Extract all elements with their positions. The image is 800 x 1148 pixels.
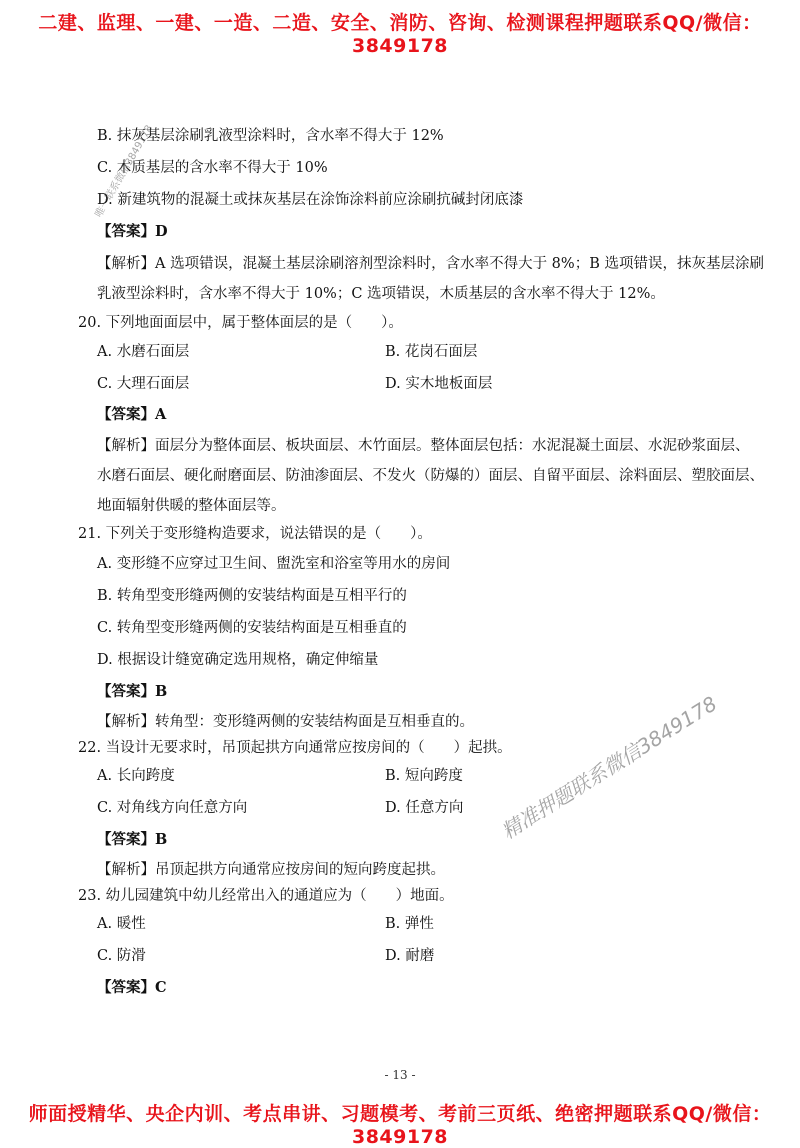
q19-option-c: C. 木质基层的含水率不得大于 10% (97, 160, 328, 176)
page-number: - 13 - (384, 1068, 416, 1082)
q20-stem: 20. 下列地面面层中，属于整体面层的是（ ）。 (78, 315, 403, 331)
q22-option-d: D. 任意方向 (385, 800, 464, 816)
q19-analysis-line1: 【解析】A 选项错误，混凝土基层涂刷溶剂型涂料时，含水率不得大于 8%；B 选项错误，抹灰基层涂刷 (97, 256, 764, 272)
top-banner: 二建、监理、一建、一造、二造、安全、消防、咨询、检测课程押题联系QQ/微信：3849178 (38, 12, 762, 57)
q20-analysis-line1: 【解析】面层分为整体面层、板块面层、木竹面层。整体面层包括：水泥混凝土面层、水泥砂浆面层、 (97, 438, 750, 454)
q22-answer: 【答案】B (97, 831, 168, 848)
q23-answer: 【答案】C (97, 979, 167, 996)
q23-option-c: C. 防滑 (97, 948, 146, 964)
q21-option-c: C. 转角型变形缝两侧的安装结构面是互相垂直的 (97, 620, 407, 636)
q20-analysis-line3: 地面辐射供暖的整体面层等。 (97, 498, 286, 514)
q23-option-b: B. 弹性 (385, 916, 434, 932)
q20-option-a: A. 水磨石面层 (97, 344, 190, 360)
q19-option-b: B. 抹灰基层涂刷乳液型涂料时，含水率不得大于 12% (97, 128, 444, 144)
q20-option-c: C. 大理石面层 (97, 376, 190, 392)
bottom-banner: 师面授精华、央企内训、考点串讲、习题模考、考前三页纸、绝密押题联系QQ/微信：3849178 (28, 1103, 772, 1148)
q20-analysis-line2: 水磨石面层、硬化耐磨面层、防油渗面层、不发火（防爆的）面层、自留平面层、涂料面层、塑胶面层、 (97, 468, 764, 484)
q23-option-a: A. 暖性 (97, 916, 146, 932)
q23-stem: 23. 幼儿园建筑中幼儿经常出入的通道应为（ ）地面。 (78, 888, 454, 904)
q22-option-c: C. 对角线方向任意方向 (97, 800, 248, 816)
q19-answer: 【答案】D (97, 223, 168, 240)
q21-answer: 【答案】B (97, 683, 168, 700)
watermark-small: 唯一联系微信3849178 (93, 123, 156, 220)
q21-option-d: D. 根据设计缝宽确定选用规格，确定伸缩量 (97, 652, 379, 668)
q20-option-b: B. 花岗石面层 (385, 344, 478, 360)
q19-analysis-line2: 乳液型涂料时，含水率不得大于 10%；C 选项错误，木质基层的含水率不得大于 12%。 (97, 286, 665, 302)
q22-stem: 22. 当设计无要求时，吊顶起拱方向通常应按房间的（ ）起拱。 (78, 740, 512, 756)
q22-analysis: 【解析】吊顶起拱方向通常应按房间的短向跨度起拱。 (97, 862, 445, 878)
q21-option-b: B. 转角型变形缝两侧的安装结构面是互相平行的 (97, 588, 407, 604)
q21-analysis: 【解析】转角型：变形缝两侧的安装结构面是互相垂直的。 (97, 714, 474, 730)
q22-option-b: B. 短向跨度 (385, 768, 463, 784)
q21-option-a: A. 变形缝不应穿过卫生间、盥洗室和浴室等用水的房间 (97, 556, 451, 572)
q22-option-a: A. 长向跨度 (97, 768, 175, 784)
q20-option-d: D. 实木地板面层 (385, 376, 493, 392)
q19-option-d: D. 新建筑物的混凝土或抹灰基层在涂饰涂料前应涂刷抗碱封闭底漆 (97, 192, 524, 208)
q21-stem: 21. 下列关于变形缝构造要求，说法错误的是（ ）。 (78, 526, 432, 542)
watermark-large: 精准押题联系微信3849178 (497, 691, 722, 844)
q23-option-d: D. 耐磨 (385, 948, 435, 964)
q20-answer: 【答案】A (97, 406, 167, 423)
